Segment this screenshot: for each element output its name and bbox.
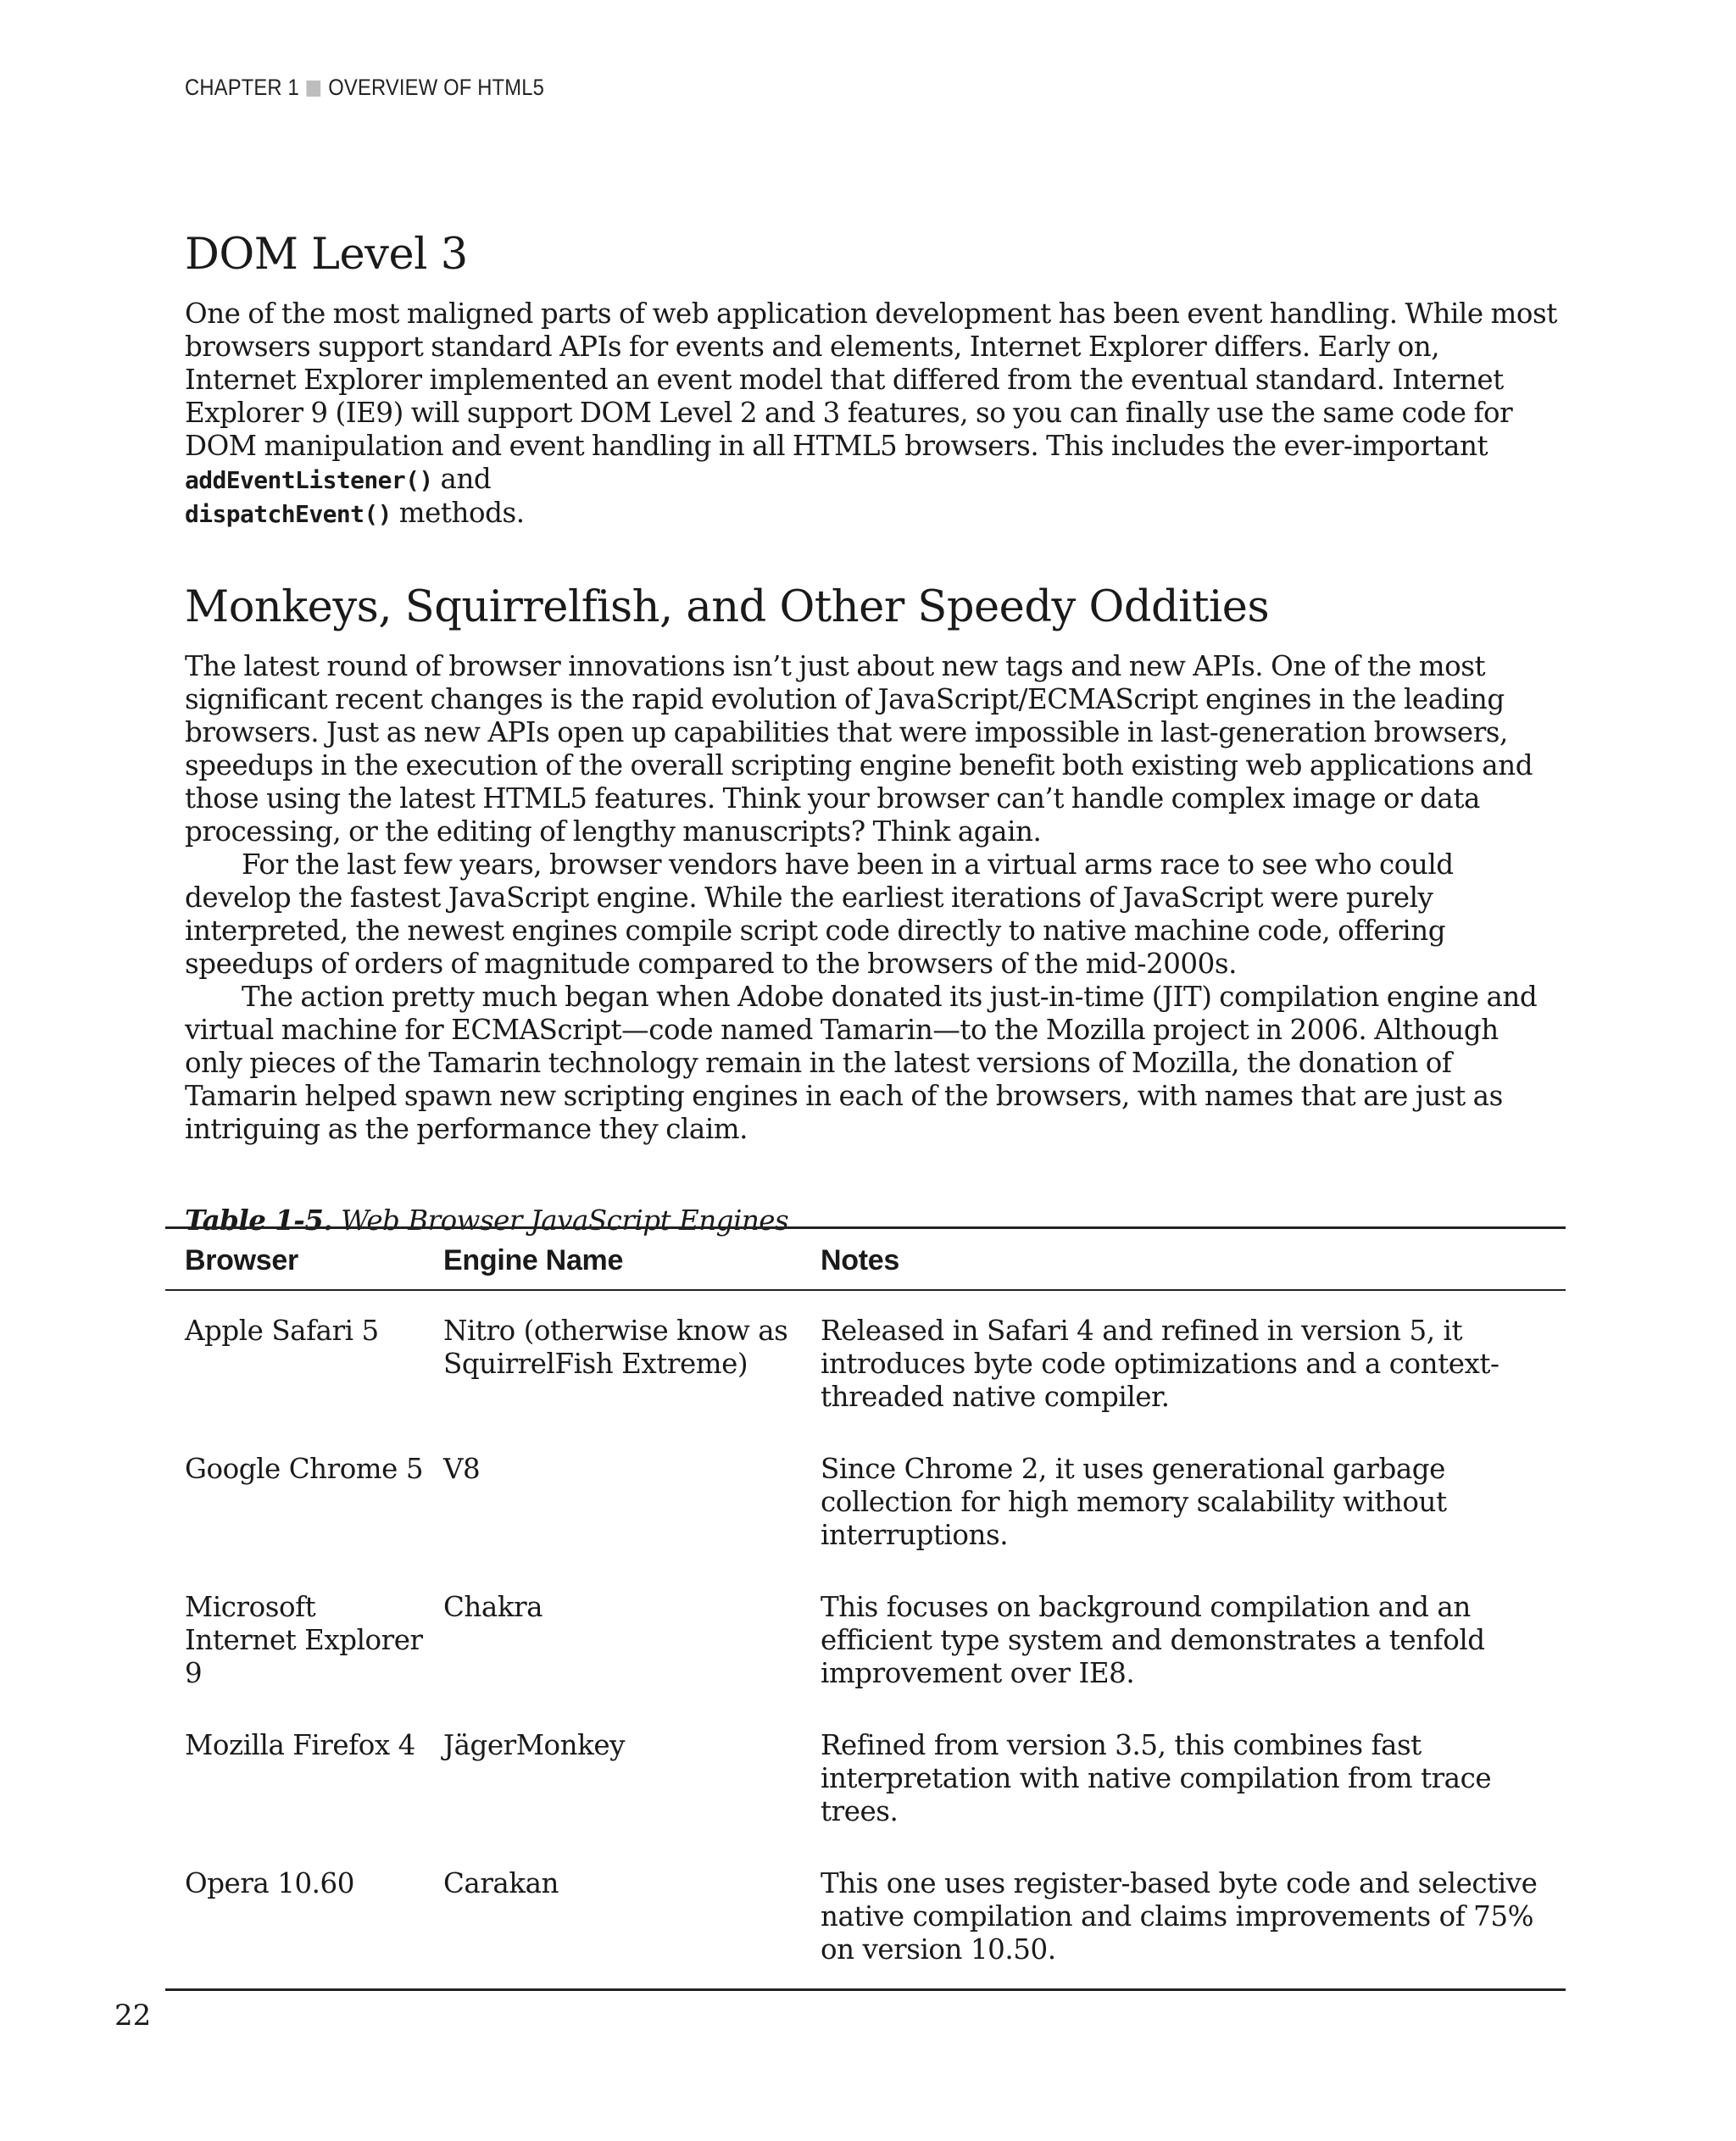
table-caption-label: Table 1-5.: [185, 1204, 333, 1237]
paragraph: The latest round of browser innovations isn’t just about new tags and new APIs. One of the most significant recent changes is the rapid evolution of JavaScript/ECMAScript engines in the leading browsers. Just as new APIs open up capabilities that were impossible in last-generation browsers, speedups in the execution of the overall scripting engine benefit both existing web applications and those using the latest HTML5 features. Think your browser can’t handle complex image or data processing, or the editing of lengthy manuscripts? Think again.: [185, 650, 1533, 848]
table-row: [165, 1729, 1566, 1867]
cell-engine: Carakan: [424, 1867, 801, 1990]
cell-browser: Google Chrome 5: [185, 1453, 424, 1485]
cell-browser: Mozilla Firefox 4: [185, 1729, 415, 1761]
paragraph: For the last few years, browser vendors have been in a virtual arms race to see who could develop the fastest JavaScript engine. While the earliest iterations of JavaScript were purely interpreted, the newest engines compile script code directly to native machine code, offering speedups of orders of magnitude compared to the browsers of the mid-2000s.: [185, 848, 1454, 981]
paragraph-text-middle: and: [432, 463, 492, 496]
paragraph-text-after: methods.: [391, 497, 525, 530]
table-row: [165, 1453, 1566, 1591]
paragraph-text-before: One of the most maligned parts of web application development has been event handling. While most browsers support standard APIs for events and elements, Internet Explorer differs. Early on, Internet Explorer implemented an event model that differed from the eventual standard. Internet Explorer 9 (IE9) will support DOM Level 2 and 3 features, so you can finally use the same code for DOM manipulation and event handling in all HTML5 browsers. This includes the ever-important: [185, 298, 1557, 463]
cell-notes: This one uses register-based byte code and selective native compilation and claims improvements of 75% on version 10.50.: [801, 1867, 1566, 1990]
cell-notes: Since Chrome 2, it uses generational garbage collection for high memory scalability without interruptions.: [821, 1453, 1447, 1551]
chapter-title: OVERVIEW OF HTML5: [328, 75, 544, 100]
table-row: [165, 1867, 1566, 1990]
column-header-browser: Browser: [165, 1228, 424, 1291]
column-header-engine-name: Engine Name: [424, 1228, 801, 1291]
page-content: [185, 229, 1558, 1237]
cell-browser: Opera 10.60: [165, 1867, 424, 1990]
cell-notes: Released in Safari 4 and refined in version 5, it introduces byte code optimizations and a context-threaded native compiler.: [821, 1315, 1500, 1413]
table-row: [165, 1591, 1566, 1729]
section-heading-speedy-oddities: Monkeys, Squirrelfish, and Other Speedy Oddities: [185, 582, 1270, 633]
javascript-engines-table: [165, 1226, 1566, 1991]
table-row: [165, 1290, 1566, 1453]
cell-engine: Nitro (otherwise know as SquirrelFish Extreme): [443, 1315, 788, 1380]
page-number: 22: [114, 1999, 152, 2033]
running-head: [185, 75, 544, 101]
paragraph-dom-level-3: [185, 298, 1558, 531]
table-caption-text: Web Browser JavaScript Engines: [332, 1204, 789, 1237]
table-header-row: [165, 1228, 1566, 1291]
section-heading-dom-level-3: DOM Level 3: [185, 230, 468, 280]
chapter-label: CHAPTER 1: [185, 75, 299, 100]
separator-square-icon: [307, 81, 321, 97]
cell-engine: Chakra: [443, 1591, 543, 1623]
code-dispatch-event: dispatchEvent(): [185, 500, 392, 529]
paragraph: The action pretty much began when Adobe donated its just-in-time (JIT) compilation engine and virtual machine for ECMAScript—code named Tamarin—to the Mozilla project in 2006. Although only pieces of the Tamarin technology remain in the latest versions of Mozilla, the donation of Tamarin helped spawn new scripting engines in each of the browsers, with names that are just as intriguing as the performance they claim.: [185, 981, 1538, 1146]
column-header-notes: Notes: [801, 1228, 1566, 1291]
cell-browser: Microsoft Internet Explorer 9: [185, 1591, 423, 1689]
cell-browser: Apple Safari 5: [185, 1315, 379, 1347]
code-add-event-listener: addEventListener(): [185, 466, 433, 495]
cell-engine: JägerMonkey: [443, 1729, 626, 1761]
cell-notes: Refined from version 3.5, this combines fast interpretation with native compilation from trace trees.: [821, 1729, 1492, 1827]
cell-engine: V8: [443, 1453, 481, 1485]
cell-notes: This focuses on background compilation and an efficient type system and demonstrates a tenfold improvement over IE8.: [821, 1591, 1485, 1689]
